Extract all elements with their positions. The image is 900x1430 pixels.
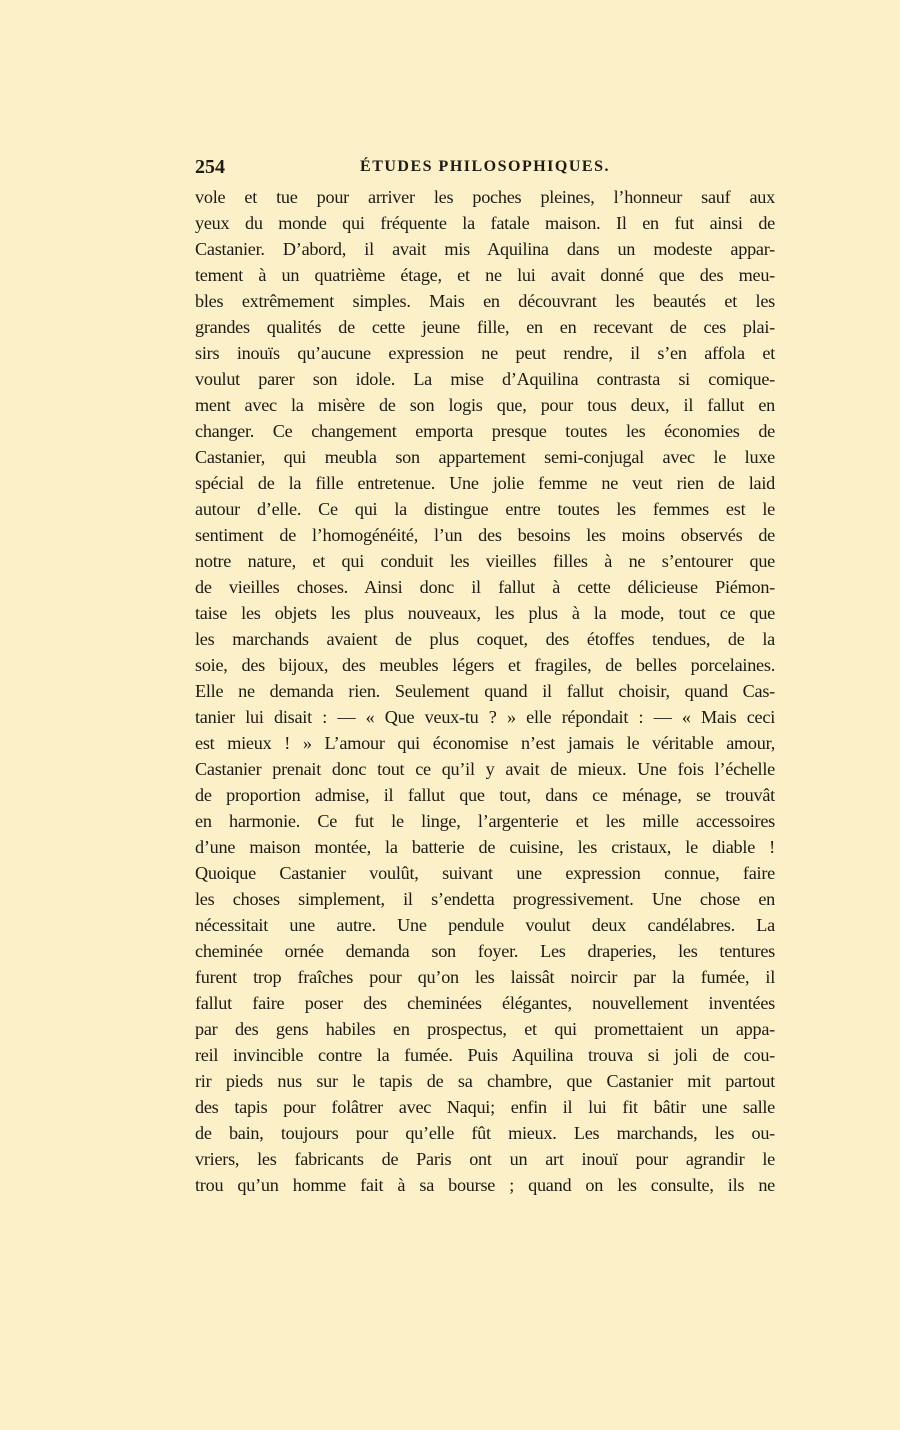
text-line: par des gens habiles en prospectus, et qui promettaient un appa- <box>195 1019 775 1039</box>
text-line: trou qu’un homme fait à sa bourse ; quand on les consulte, ils ne <box>195 1175 775 1195</box>
text-line: Elle ne demanda rien. Seulement quand il fallut choisir, quand Cas- <box>195 681 775 701</box>
text-line: Castanier, qui meubla son appartement semi-conjugal avec le luxe <box>195 447 775 467</box>
text-line: furent trop fraîches pour qu’on les laissât noircir par la fumée, il <box>195 967 775 987</box>
text-line: de vieilles choses. Ainsi donc il fallut à cette délicieuse Piémon- <box>195 577 775 597</box>
text-line: rir pieds nus sur le tapis de sa chambre, que Castanier mit partout <box>195 1071 775 1091</box>
text-line: est mieux ! » L’amour qui économise n’est jamais le véritable amour, <box>195 733 775 753</box>
text-line: Quoique Castanier voulût, suivant une expression connue, faire <box>195 863 775 883</box>
text-line: grandes qualités de cette jeune fille, en en recevant de ces plai- <box>195 317 775 337</box>
text-line: en harmonie. Ce fut le linge, l’argenterie et les mille accessoires <box>195 811 775 831</box>
text-line: d’une maison montée, la batterie de cuisine, les cristaux, le diable ! <box>195 837 775 857</box>
text-line: Castanier. D’abord, il avait mis Aquilina dans un modeste appar- <box>195 239 775 259</box>
page-header <box>195 156 775 184</box>
text-line: nécessitait une autre. Une pendule voulut deux candélabres. La <box>195 915 775 935</box>
text-line: Castanier prenait donc tout ce qu’il y avait de mieux. Une fois l’échelle <box>195 759 775 779</box>
text-line: vriers, les fabricants de Paris ont un art inouï pour agrandir le <box>195 1149 775 1169</box>
text-line: vole et tue pour arriver les poches pleines, l’honneur sauf aux <box>195 187 775 207</box>
text-line: fallut faire poser des cheminées élégantes, nouvellement inventées <box>195 993 775 1013</box>
body-text <box>195 184 775 1198</box>
text-line: voulut parer son idole. La mise d’Aquilina contrasta si comique- <box>195 369 775 389</box>
text-line: cheminée ornée demanda son foyer. Les draperies, les tentures <box>195 941 775 961</box>
text-line: tanier lui disait : — « Que veux-tu ? » elle répondait : — « Mais ceci <box>195 707 775 727</box>
text-line: taise les objets les plus nouveaux, les plus à la mode, tout ce que <box>195 603 775 623</box>
text-line: changer. Ce changement emporta presque toutes les économies de <box>195 421 775 441</box>
text-line: sirs inouïs qu’aucune expression ne peut rendre, il s’en affola et <box>195 343 775 363</box>
text-line: reil invincible contre la fumée. Puis Aquilina trouva si joli de cou- <box>195 1045 775 1065</box>
text-line: soie, des bijoux, des meubles légers et fragiles, de belles porcelaines. <box>195 655 775 675</box>
text-line: de bain, toujours pour qu’elle fût mieux. Les marchands, les ou- <box>195 1123 775 1143</box>
running-title: ÉTUDES PHILOSOPHIQUES. <box>360 158 610 175</box>
text-line: de proportion admise, il fallut que tout, dans ce ménage, se trouvât <box>195 785 775 805</box>
text-line: sentiment de l’homogénéité, l’un des besoins les moins observés de <box>195 525 775 545</box>
text-line: spécial de la fille entretenue. Une jolie femme ne veut rien de laid <box>195 473 775 493</box>
text-line: yeux du monde qui fréquente la fatale maison. Il en fut ainsi de <box>195 213 775 233</box>
text-line: les marchands avaient de plus coquet, des étoffes tendues, de la <box>195 629 775 649</box>
page-number: 254 <box>195 156 225 178</box>
text-line: bles extrêmement simples. Mais en découvrant les beautés et les <box>195 291 775 311</box>
text-line: tement à un quatrième étage, et ne lui avait donné que des meu- <box>195 265 775 285</box>
text-line: ment avec la misère de son logis que, pour tous deux, il fallut en <box>195 395 775 415</box>
text-line: notre nature, et qui conduit les vieilles filles à ne s’entourer que <box>195 551 775 571</box>
text-line: des tapis pour folâtrer avec Naqui; enfin il lui fit bâtir une salle <box>195 1097 775 1117</box>
book-page <box>195 156 775 1198</box>
text-line: autour d’elle. Ce qui la distingue entre toutes les femmes est le <box>195 499 775 519</box>
text-line: les choses simplement, il s’endetta progressivement. Une chose en <box>195 889 775 909</box>
